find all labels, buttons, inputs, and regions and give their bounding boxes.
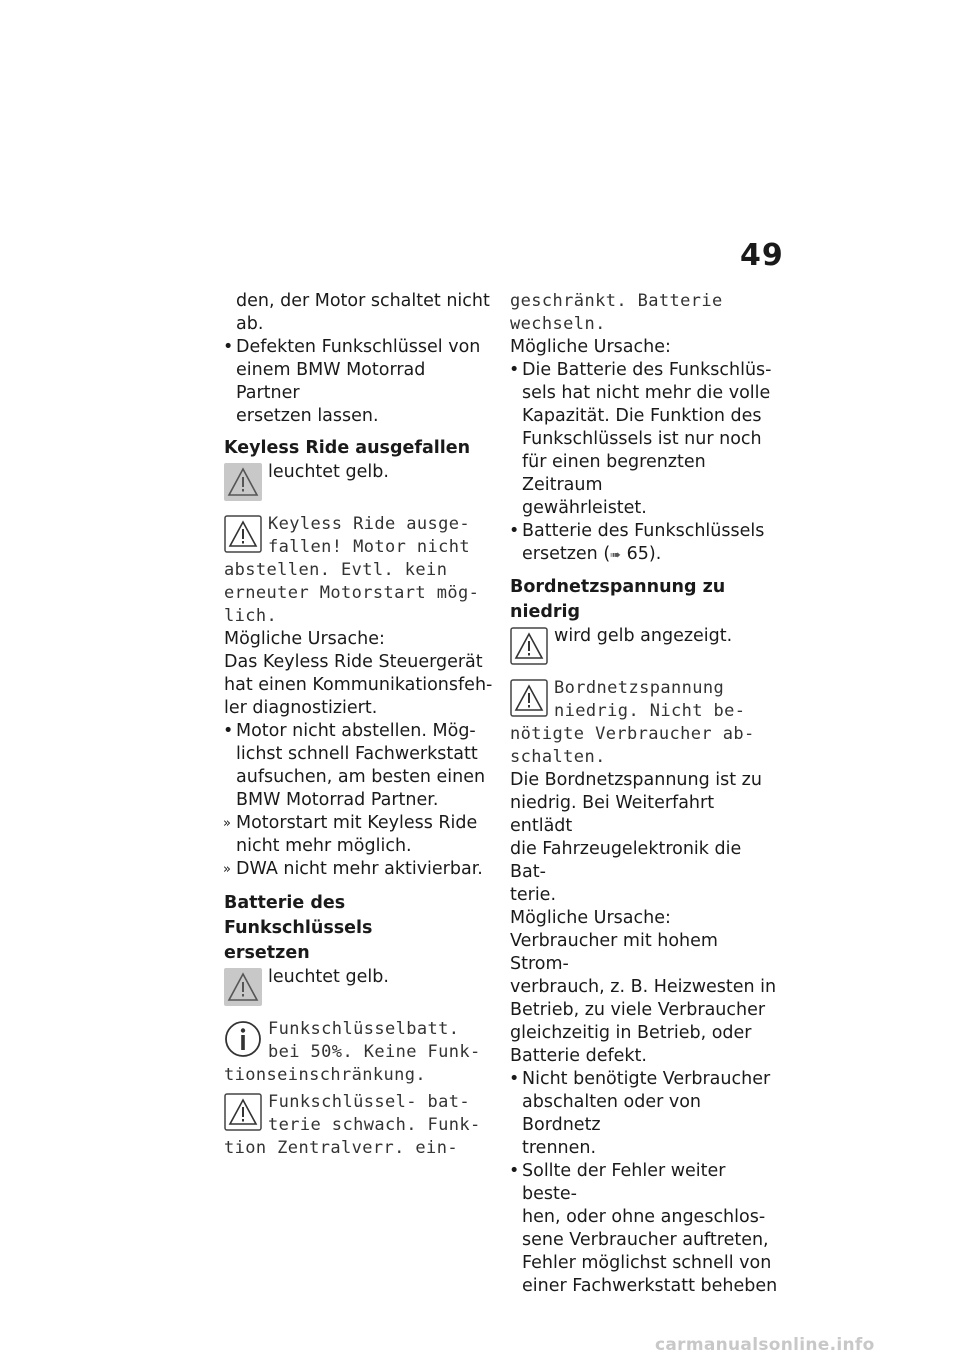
warning-light-icon: [224, 968, 262, 1006]
page-number: 49: [740, 238, 784, 273]
description-text: Die Bordnetzspannung ist zu niedrig. Bei Weiterfahrt entlädt die Fahrzeugelektronik die Bat- terie.: [510, 770, 762, 905]
warning-light-icon: [224, 463, 262, 501]
result-arrow-icon: »: [223, 816, 231, 831]
bullet-dot-icon: •: [509, 1069, 520, 1089]
display-message: Keyless Ride ausge- fallen! Motor nicht: [224, 513, 494, 559]
warning-triangle-icon: [224, 515, 262, 553]
right-column: geschränkt. Batterie wechseln. Mögliche Ursache: • Die Batterie des Funkschlüs- sels hat nicht mehr die volle Kapazität. Die Funktion des Funkschlüssels ist nur noch für einen begrenzten Zeitraum gewährleistet. • Batterie des Funkschlüssels ersetzen (➠ 65). Bordnetzspannung zu niedrig wird gelb angezeigt. Bordnetzspannung niedrig. Nicht be- nötigte Verbraucher ab- schalten. Die Bordnetzspannung ist zu niedrig. Bei Weiterfahrt entlädt die Fahrzeugelektronik die Bat- terie. Mögliche Ursache: Verbraucher mit hohem Strom- verbrauch, z. B. Heizwesten in Betrieb, zu viele Verbraucher gleichzeitig in Betrieb, oder Batterie defekt. • Nicht benötigte Verbraucher abschalten oder von Bordnetz trennen. • Sollte der Fehler weiter beste- hen, oder ohne angeschlos- sene Verbraucher auftreten, Fehler möglichst schnell von einer Fachwerkstatt beheben: [510, 290, 780, 1298]
bullet-dot-icon: •: [223, 337, 234, 357]
page-reference-arrow-icon: ➠: [610, 548, 622, 563]
intro-text: den, der Motor schaltet nicht ab.: [236, 291, 490, 334]
bullet-dot-icon: •: [223, 721, 234, 741]
list-item: • Defekten Funkschlüssel von einem BMW Motorrad Partner ersetzen lassen.: [223, 337, 481, 426]
section-heading: Bordnetzspannung zu niedrig: [510, 577, 726, 622]
warning-triangle-icon: [224, 1093, 262, 1131]
warning-triangle-icon: [510, 627, 548, 665]
left-column: den, der Motor schaltet nicht ab. • Defekten Funkschlüssel von einem BMW Motorrad Partner ersetzen lassen. Keyless Ride ausgefallen leuchtet gelb. Keyless Ride ausge- fallen! Motor nicht abstellen. Evtl. kein erneuter Motorstart mög- lich. Mögliche Ursache: Das Keyless Ride Steuergerät hat einen Kommunikationsfeh- ler diagnostiziert. • Motor nicht abstellen. Mög- lichst schnell Fachwerkstatt aufsuchen, am besten einen BMW Motorrad Partner. » Motorstart mit Keyless Ride nicht mehr möglich. » DWA nicht mehr aktivierbar. Batterie des Funkschlüssels ersetzen leuchtet gelb. Funkschlüsselbatt. bei 50%. Keine Funk- tionseinschränkung. Funkschlüssel- bat- terie schwach. Funk- tion Zentralverr. ein-: [223, 291, 493, 1158]
indicator-row: leuchtet gelb.: [224, 966, 494, 1010]
result-arrow-icon: »: [223, 862, 231, 877]
result-item: » Motorstart mit Keyless Ride nicht mehr möglich.: [223, 813, 478, 856]
list-item: • Nicht benötigte Verbraucher abschalten oder von Bordnetz trennen.: [509, 1069, 771, 1158]
bullet-dot-icon: •: [509, 360, 520, 380]
cause-text: Verbraucher mit hohem Strom- verbrauch, z. B. Heizwesten in Betrieb, zu viele Verbraucher gleichzeitig in Betrieb, oder Batterie defekt.: [510, 931, 777, 1066]
cause-label: Mögliche Ursache:: [510, 908, 671, 928]
section-heading: Batterie des Funkschlüssels ersetzen: [224, 893, 373, 963]
cause-label: Mögliche Ursache:: [224, 629, 385, 649]
bullet-dot-icon: •: [509, 1161, 520, 1181]
display-message: Funkschlüsselbatt. bei 50%. Keine Funk-: [224, 1018, 494, 1064]
result-item: » DWA nicht mehr aktivierbar.: [223, 859, 483, 879]
section-heading: Keyless Ride ausgefallen: [224, 438, 471, 458]
bullet-dot-icon: •: [509, 521, 520, 541]
info-icon: [224, 1020, 262, 1058]
list-item: • Motor nicht abstellen. Mög- lichst schnell Fachwerkstatt aufsuchen, am besten einen BMW Motorrad Partner.: [223, 721, 486, 810]
cause-label: Mögliche Ursache:: [510, 337, 671, 357]
display-message: Funkschlüssel- bat- terie schwach. Funk-: [224, 1091, 494, 1137]
display-message: Bordnetzspannung niedrig. Nicht be-: [510, 677, 780, 723]
watermark: carmanualsonline.info: [655, 1335, 875, 1355]
list-item: • Sollte der Fehler weiter beste- hen, oder ohne angeschlos- sene Verbraucher auftreten, Fehler möglichst schnell von einer Fachwerkstatt beheben: [509, 1161, 778, 1296]
indicator-row: leuchtet gelb.: [224, 461, 494, 505]
cause-text: Das Keyless Ride Steuergerät hat einen Kommunikationsfeh- ler diagnostiziert.: [224, 652, 493, 718]
list-item: • Batterie des Funkschlüssels ersetzen (➠ 65).: [510, 520, 780, 567]
list-item: • Die Batterie des Funkschlüs- sels hat nicht mehr die volle Kapazität. Die Funktion des Funkschlüssels ist nur noch für einen begrenzten Zeitraum gewährleistet.: [509, 360, 772, 518]
battery-warning-icon: [510, 679, 548, 717]
indicator-row: wird gelb angezeigt.: [510, 625, 780, 669]
